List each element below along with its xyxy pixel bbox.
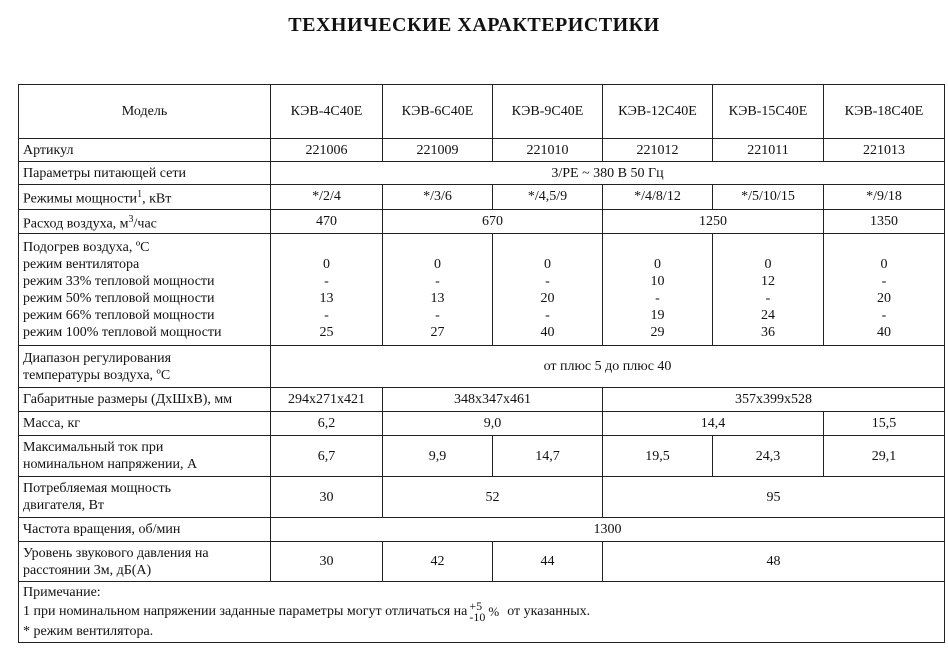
label-line: режим 100% тепловой мощности: [23, 324, 222, 340]
label-line: режим 66% тепловой мощности: [23, 307, 215, 323]
table-row-note: [19, 582, 945, 643]
cell-value: 29: [650, 324, 665, 340]
tolerance-minus: -10: [469, 610, 486, 625]
row-label-max-current: [19, 436, 271, 477]
table-cell: */5/10/15: [713, 185, 824, 210]
cell-value: 25: [319, 324, 334, 340]
table-cell: 357x399x528: [603, 388, 945, 412]
page-title: ТЕХНИЧЕСКИЕ ХАРАКТЕРИСТИКИ: [288, 14, 660, 36]
table-cell: 470: [271, 209, 383, 234]
cell-value: 20: [877, 290, 891, 306]
row-label-power-modes: [19, 185, 271, 210]
table-cell: 24,3: [713, 436, 824, 477]
table-cell: 221012: [603, 139, 713, 162]
cell-value: 40: [877, 324, 891, 340]
cell-value: -: [545, 273, 550, 289]
note-cell: [19, 582, 945, 643]
cell-value: -: [435, 307, 440, 323]
table-cell: 221010: [493, 139, 603, 162]
label-unit: /час: [133, 216, 157, 232]
model-header-cell: КЭВ-4С40Е: [271, 85, 383, 139]
label-line: режим 50% тепловой мощности: [23, 290, 215, 306]
row-label-mass: Масса, кг: [19, 412, 271, 436]
table-row-dimensions: [19, 388, 945, 412]
row-label-dimensions: Габаритные размеры (ДхШхВ), мм: [19, 388, 271, 412]
table-cell: 42: [383, 542, 493, 582]
table-cell: 221006: [271, 139, 383, 162]
table-cell: 1350: [824, 209, 945, 234]
tolerance-fraction: [469, 601, 485, 623]
table-row-article: [19, 139, 945, 162]
row-label-rotation: Частота вращения, об/мин: [19, 518, 271, 542]
table-cell: [383, 234, 493, 346]
table-cell: 29,1: [824, 436, 945, 477]
table-row-motor-power: [19, 477, 945, 518]
table-cell: [824, 234, 945, 346]
cell-value: -: [881, 273, 887, 289]
cell-value: 19: [650, 307, 665, 323]
tolerance-plus: +5: [469, 599, 483, 614]
note-line: * режим вентилятора.: [23, 624, 154, 640]
label-line: Диапазон регулирования: [23, 350, 172, 366]
table-cell: 15,5: [824, 412, 945, 436]
table-cell: от плюс 5 до плюс 40: [271, 346, 945, 388]
row-label-heating: [19, 234, 271, 346]
model-header-cell: КЭВ-12С40Е: [603, 85, 713, 139]
label-line: расстоянии 3м, дБ(А): [23, 562, 152, 578]
cell-value: -: [324, 273, 329, 289]
cell-value: 24: [761, 307, 775, 323]
label-line: Подогрев воздуха, ºС: [23, 239, 150, 255]
row-label-temp-range: [19, 346, 271, 388]
table-cell: 3/PE ~ 380 В 50 Гц: [271, 162, 945, 185]
cell-value: 0: [434, 256, 441, 272]
cell-value: 0: [764, 256, 772, 272]
note-heading: Примечание:: [23, 585, 101, 601]
table-cell: 30: [271, 477, 383, 518]
cell-value: 0: [544, 256, 551, 272]
table-cell: 6,7: [271, 436, 383, 477]
row-label-article: Артикул: [19, 139, 271, 162]
label-line: Уровень звукового давления на: [23, 545, 209, 561]
table-cell: 9,0: [383, 412, 603, 436]
table-cell: 221011: [713, 139, 824, 162]
table-cell: 221009: [383, 139, 493, 162]
table-cell: 44: [493, 542, 603, 582]
table-cell: 14,7: [493, 436, 603, 477]
cell-value: -: [324, 307, 329, 323]
table-cell: 294x271x421: [271, 388, 383, 412]
table-cell: */4/8/12: [603, 185, 713, 210]
label-line: Максимальный ток при: [23, 440, 164, 456]
label-line: температуры воздуха, ºС: [23, 367, 171, 383]
table-cell: */3/6: [383, 185, 493, 210]
note-text: 1 при номинальном напряжении заданные параметры могут отличаться на: [23, 604, 468, 620]
label-line: Потребляемая мощность: [23, 481, 171, 497]
cell-value: 12: [761, 273, 775, 289]
table-cell: */9/18: [824, 185, 945, 210]
cell-value: -: [655, 290, 660, 306]
table-cell: 9,9: [383, 436, 493, 477]
note-line: [23, 601, 940, 623]
table-row-noise: [19, 542, 945, 582]
table-cell: [603, 234, 713, 346]
table-row-model: [19, 85, 945, 139]
label-line: номинальном напряжении, А: [23, 457, 198, 473]
cell-value: -: [881, 307, 887, 323]
label-line: режим вентилятора: [23, 256, 140, 272]
superscript: 3: [128, 213, 134, 225]
cell-value: -: [435, 273, 440, 289]
table-cell: 670: [383, 209, 603, 234]
table-cell: 19,5: [603, 436, 713, 477]
row-label-airflow: [19, 209, 271, 234]
table-cell: 1300: [271, 518, 945, 542]
row-label-motor-power: [19, 477, 271, 518]
table-cell: */2/4: [271, 185, 383, 210]
table-row-mass: [19, 412, 945, 436]
table-cell: 52: [383, 477, 603, 518]
cell-value: 40: [540, 324, 555, 340]
footnote-mark: 1: [137, 189, 143, 200]
tolerance-unit: %: [488, 603, 500, 619]
table-row-airflow: [19, 209, 945, 234]
table-cell: [713, 234, 824, 346]
spec-table: [18, 84, 945, 643]
table-cell: 14,4: [603, 412, 824, 436]
table-cell: [493, 234, 603, 346]
label-text: Режимы мощности: [23, 191, 138, 207]
table-row-rotation: [19, 518, 945, 542]
cell-value: 27: [430, 324, 445, 340]
model-header-cell: КЭВ-15С40Е: [713, 85, 824, 139]
model-header-cell: КЭВ-18С40Е: [824, 85, 945, 139]
table-cell: */4,5/9: [493, 185, 603, 210]
cell-value: -: [545, 307, 550, 323]
table-cell: 6,2: [271, 412, 383, 436]
cell-value: -: [765, 290, 771, 306]
table-row-temp-range: [19, 346, 945, 388]
cell-value: 10: [650, 273, 665, 289]
table-cell: 1250: [603, 209, 824, 234]
label-line: режим 33% тепловой мощности: [23, 273, 215, 289]
label-unit: , кВт: [142, 191, 172, 207]
cell-value: 13: [319, 290, 334, 306]
table-cell: [271, 234, 383, 346]
label-text: Расход воздуха, м: [23, 216, 129, 232]
table-cell: 348x347x461: [383, 388, 603, 412]
model-header-cell: КЭВ-9С40Е: [493, 85, 603, 139]
table-row-supply: [19, 162, 945, 185]
row-label-noise: [19, 542, 271, 582]
table-row-power-modes: [19, 185, 945, 210]
row-label-supply: Параметры питающей сети: [19, 162, 271, 185]
label-line: двигателя, Вт: [23, 498, 105, 514]
row-label-model: Модель: [19, 85, 271, 139]
cell-value: 13: [430, 290, 445, 306]
cell-value: 36: [761, 324, 775, 340]
cell-value: 0: [880, 256, 888, 272]
table-row-heating: [19, 234, 945, 346]
table-row-max-current: [19, 436, 945, 477]
note-text: от указанных.: [507, 604, 591, 620]
table-cell: 30: [271, 542, 383, 582]
model-header-cell: КЭВ-6С40Е: [383, 85, 493, 139]
cell-value: 0: [654, 256, 661, 272]
cell-value: 0: [323, 256, 330, 272]
table-cell: 221013: [824, 139, 945, 162]
cell-value: 20: [540, 290, 555, 306]
table-cell: 95: [603, 477, 945, 518]
table-cell: 48: [603, 542, 945, 582]
